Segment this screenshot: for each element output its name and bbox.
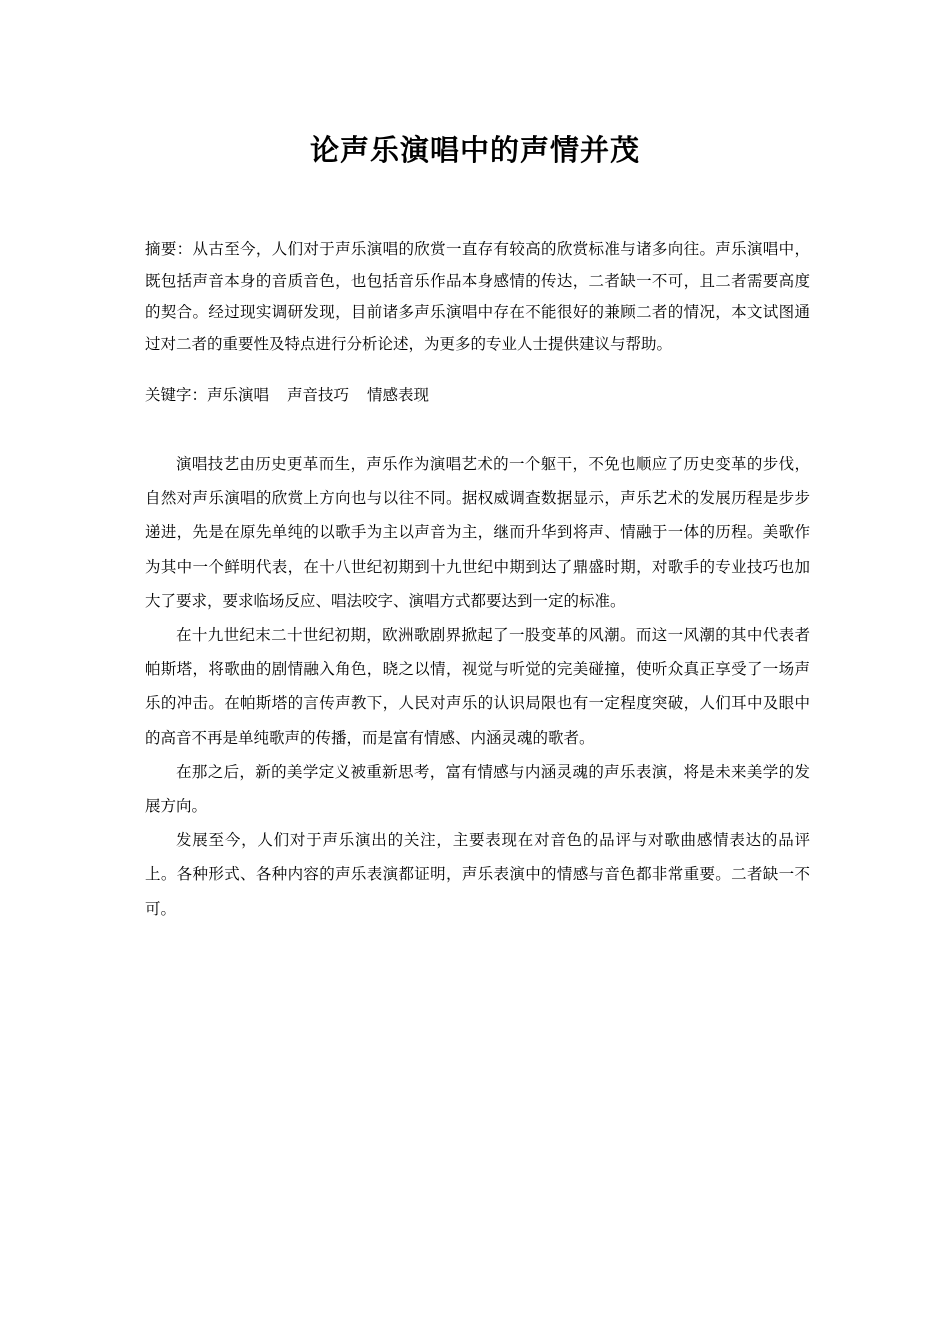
body-paragraph: 演唱技艺由历史更革而生，声乐作为演唱艺术的一个躯干，不免也顺应了历史变革的步伐，自然对声乐演唱的欣赏上方向也与以往不同。据权威调查数据显示，声乐艺术的发展历程是步步递进，先是在原先单纯的以歌手为主以声音为主，继而升华到将声、情融于一体的历程。美歌作为其中一个鲜明代表，在十八世纪初期到十九世纪中期到达了鼎盛时期，对歌手的专业技巧也加大了要求，要求临场反应、唱法咬字、演唱方式都要达到一定的标准。	[145, 455, 810, 610]
body-paragraph: 发展至今，人们对于声乐演出的关注，主要表现在对音色的品评与对歌曲感情表达的品评上。各种形式、各种内容的声乐表演都证明，声乐表演中的情感与音色都非常重要。二者缺一不可。	[145, 831, 810, 918]
keyword-item: 声音技巧	[287, 386, 350, 404]
body-paragraph: 在十九世纪末二十世纪初期，欧洲歌剧界掀起了一股变革的风潮。而这一风潮的其中代表者帕斯塔，将歌曲的剧情融入角色，晓之以情，视觉与听觉的完美碰撞，使听众真正享受了一场声乐的冲击。在帕斯塔的言传声教下，人民对声乐的认识局限也有一定程度突破，人们耳中及眼中的高音不再是单纯歌声的传播，而是富有情感、内涵灵魂的歌者。	[145, 626, 810, 747]
abstract-text: 摘要：从古至今，人们对于声乐演唱的欣赏一直存有较高的欣赏标准与诸多向往。声乐演唱中，既包括声音本身的音质音色，也包括音乐作品本身感情的传达，二者缺一不可，且二者需要高度的契合。经过现实调研发现，目前诸多声乐演唱中存在不能很好的兼顾二者的情况，本文试图通过对二者的重要性及特点进行分析论述，为更多的专业人士提供建议与帮助。	[145, 240, 810, 353]
keywords-label: 关键字：	[145, 386, 208, 404]
keyword-item: 声乐演唱	[207, 386, 270, 404]
body-text	[145, 447, 810, 926]
body-paragraph: 在那之后，新的美学定义被重新思考，富有情感与内涵灵魂的声乐表演，将是未来美学的发展方向。	[145, 762, 810, 816]
keyword-item: 情感表现	[367, 386, 430, 404]
document-title: 论声乐演唱中的声情并茂	[309, 133, 640, 167]
keywords-line	[145, 380, 810, 410]
